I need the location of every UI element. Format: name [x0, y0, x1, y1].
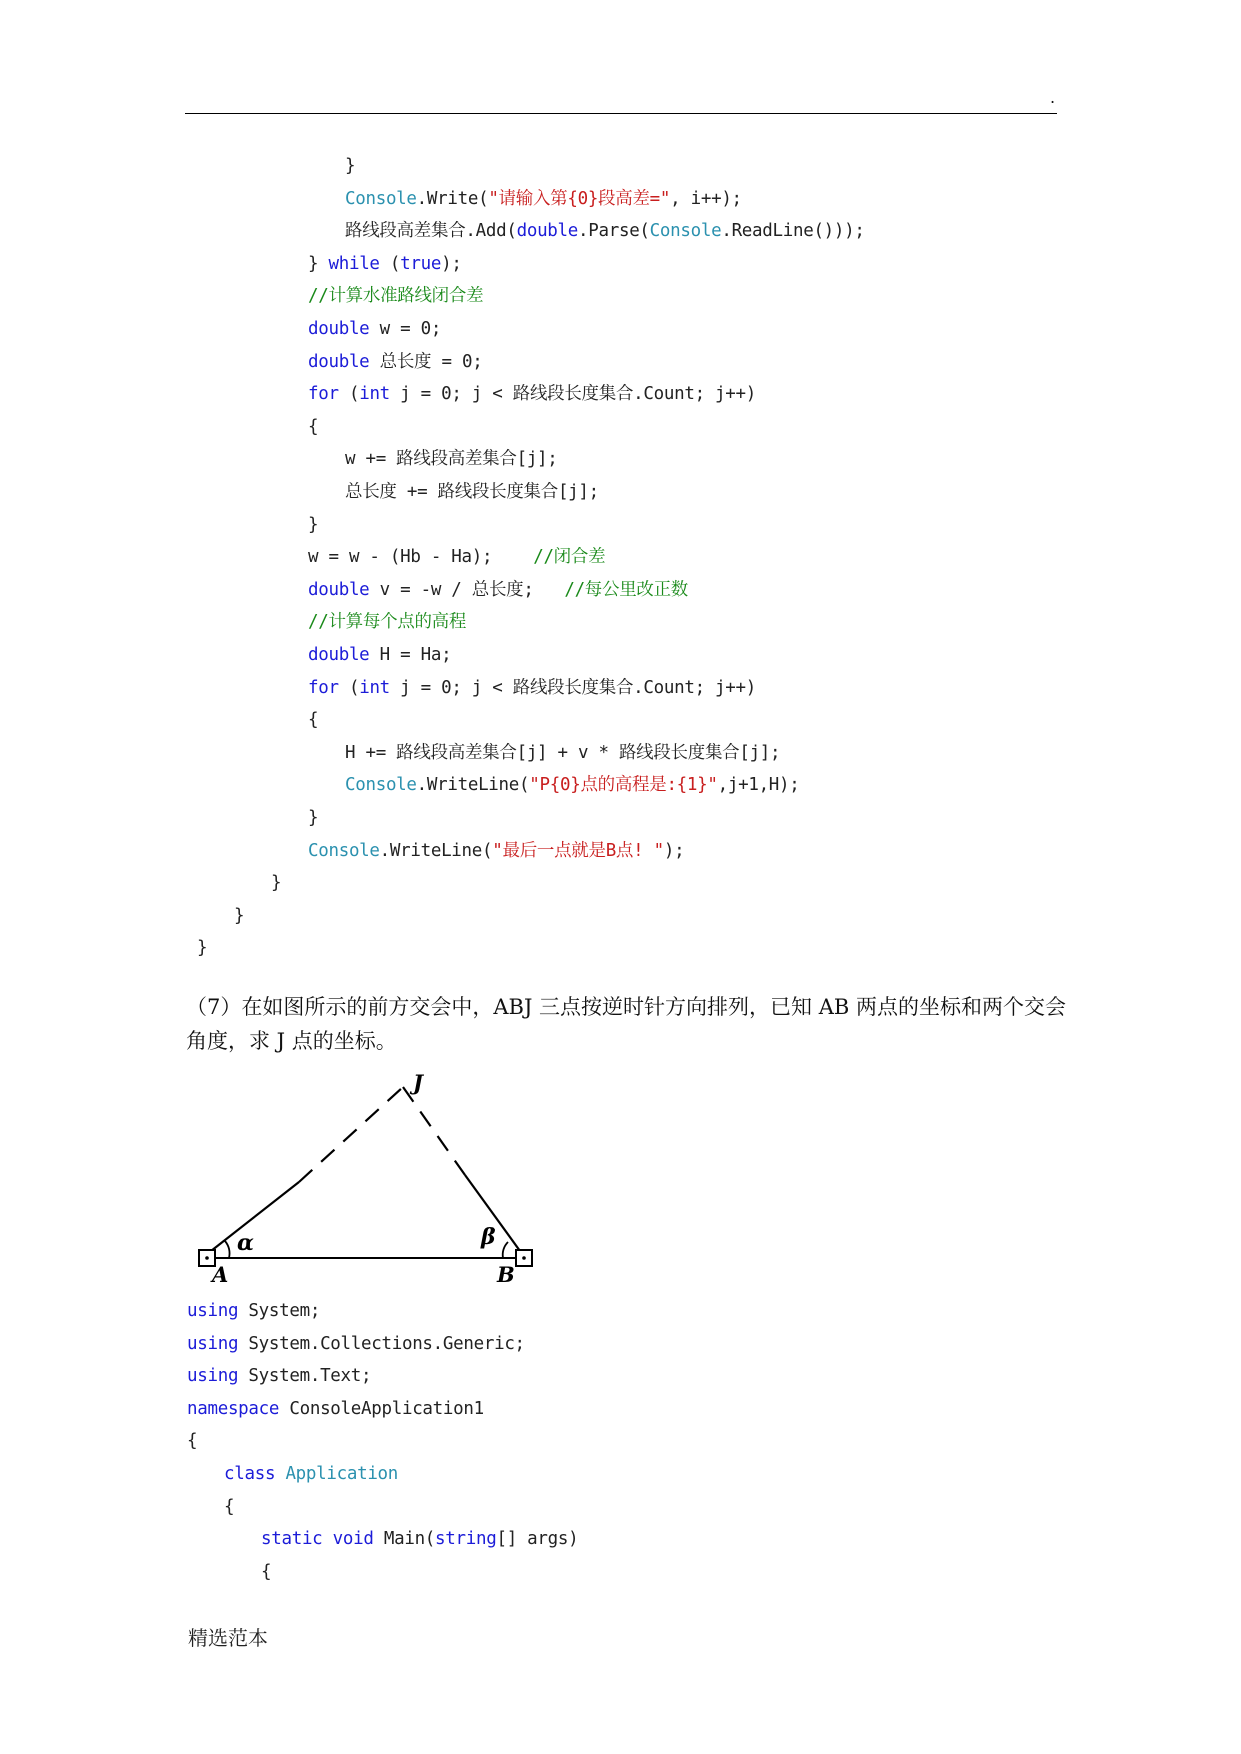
code-token: class [224, 1464, 276, 1484]
code-token: int [359, 677, 390, 698]
code-line [197, 937, 207, 959]
code-token: System.Text; [238, 1366, 372, 1387]
code-token: using [187, 1301, 239, 1321]
code-token: .WriteLine( [379, 840, 493, 861]
question-text: （7）在如图所示的前方交会中，ABJ 三点按逆时针方向排列，已知 AB 两点的坐标和两个交会角度，求 J 点的坐标。 [186, 995, 1066, 1053]
label-a: A [212, 1262, 229, 1285]
code-token: } [271, 873, 282, 894]
code-token: w += 路线段高差集合[j]; [345, 449, 558, 470]
code-line [308, 840, 684, 862]
code-token: H = Ha; [369, 645, 452, 665]
code-token: using [187, 1333, 239, 1354]
code-line [345, 774, 800, 796]
code-token: double [308, 319, 370, 339]
code-token: static [261, 1529, 323, 1550]
code-line [308, 644, 451, 666]
code-token: } [345, 156, 356, 176]
code-line [308, 285, 483, 307]
code-line [345, 188, 742, 210]
code-token: //计算水准路线闭合差 [308, 286, 484, 307]
code-token: Main( [373, 1529, 436, 1550]
code-line [308, 709, 318, 731]
code-line [308, 546, 605, 568]
code-token: //每公里改正数 [564, 579, 688, 600]
code-token: } [308, 808, 319, 828]
code-line [308, 807, 318, 829]
code-line [187, 1430, 197, 1452]
code-line [308, 677, 756, 699]
code-token: string [435, 1529, 497, 1550]
code-token: ); [441, 253, 462, 274]
code-token: { [308, 710, 319, 731]
code-token: 路线段高差集合.Add( [345, 221, 517, 242]
code-line [261, 1561, 271, 1583]
code-token: w = 0; [369, 319, 442, 339]
code-token: } [197, 938, 208, 959]
code-token: ( [379, 253, 401, 274]
code-line [224, 1463, 398, 1485]
line-aj-dashed [299, 1087, 403, 1182]
code-token: j = 0; j < 路线段长度集合.Count; j++) [389, 384, 756, 405]
label-alpha: α [237, 1230, 254, 1256]
code-token [322, 1529, 332, 1549]
code-line [345, 742, 780, 764]
code-token: { [261, 1561, 272, 1582]
code-token: , i++); [670, 188, 742, 209]
code-token: ,j+1,H); [717, 775, 800, 796]
code-line [308, 318, 441, 340]
angle-arc-b [503, 1242, 508, 1258]
code-token: v = -w / 总长度; [369, 579, 565, 600]
code-token: ); [663, 840, 685, 861]
code-token: ( [338, 677, 360, 698]
code-line [308, 514, 318, 536]
code-token: double [308, 351, 370, 372]
code-line [345, 481, 599, 503]
code-token: 总长度 = 0; [369, 351, 483, 372]
code-token: Console [308, 840, 380, 861]
footer-text: 精选范本 [188, 1626, 268, 1650]
code-token: } [308, 253, 329, 274]
code-token: System; [238, 1301, 321, 1321]
code-line [187, 1365, 371, 1387]
code-token: double [516, 221, 579, 242]
code-token: //闭合差 [533, 547, 606, 568]
code-line [308, 351, 482, 373]
code-line [234, 905, 244, 927]
code-line [308, 611, 466, 633]
code-line [187, 1300, 320, 1322]
code-token: H += 路线段高差集合[j] + v * 路线段长度集合[j]; [345, 742, 781, 763]
code-token: using [187, 1366, 239, 1387]
line-aj-solid [211, 1182, 299, 1251]
code-token: Console [345, 775, 417, 796]
code-token: namespace [187, 1398, 280, 1419]
code-token: Console [649, 221, 722, 242]
code-token: double [308, 579, 370, 600]
code-line [308, 383, 756, 405]
code-token: { [308, 416, 319, 437]
code-token: { [187, 1431, 198, 1452]
code-token: while [328, 253, 380, 274]
code-token: j = 0; j < 路线段长度集合.Count; j++) [389, 677, 756, 698]
code-token: Application [285, 1464, 399, 1484]
line-bj-dashed [403, 1087, 465, 1175]
code-line [345, 448, 558, 470]
code-line [345, 155, 355, 177]
code-token: Console [345, 188, 417, 209]
code-token: ConsoleApplication1 [279, 1398, 484, 1419]
code-token: { [224, 1496, 235, 1517]
label-j: J [413, 1070, 423, 1095]
code-token: int [359, 384, 390, 405]
code-token: [] args) [496, 1529, 579, 1550]
label-b: B [497, 1262, 515, 1285]
code-token: System.Collections.Generic; [238, 1333, 525, 1354]
code-line [345, 220, 865, 242]
code-token: double [308, 645, 370, 665]
code-token: true [400, 253, 442, 274]
code-token: ( [338, 384, 360, 405]
code-line [187, 1398, 484, 1420]
code-token: "最后一点就是B点! " [492, 840, 664, 861]
code-token: void [332, 1529, 374, 1550]
code-token: } [234, 905, 245, 926]
code-token: "请输入第{0}段高差=" [488, 188, 671, 209]
intersection-diagram [185, 1060, 545, 1285]
code-token [275, 1464, 285, 1484]
code-line [308, 416, 318, 438]
code-token: } [308, 514, 319, 535]
code-line [308, 253, 462, 275]
code-token: "P{0}点的高程是:{1}" [529, 775, 718, 796]
header-rule [185, 113, 1057, 114]
code-line [261, 1528, 578, 1550]
code-token: .Write( [416, 188, 489, 209]
code-token: .ReadLine())); [721, 221, 865, 242]
code-line [271, 872, 281, 894]
code-line [224, 1496, 234, 1518]
code-line [308, 579, 688, 601]
label-beta: β [481, 1224, 496, 1250]
code-line [187, 1333, 525, 1355]
code-token: for [308, 384, 339, 405]
code-token: w = w - (Hb - Ha); [308, 547, 534, 568]
code-token: for [308, 677, 339, 698]
code-token: .Parse( [578, 221, 650, 242]
header-mark: . [1050, 88, 1056, 107]
code-token: //计算每个点的高程 [308, 612, 467, 633]
code-token: 总长度 += 路线段长度集合[j]; [345, 482, 599, 502]
angle-arc-a [225, 1241, 229, 1258]
code-token: .WriteLine( [416, 775, 530, 796]
